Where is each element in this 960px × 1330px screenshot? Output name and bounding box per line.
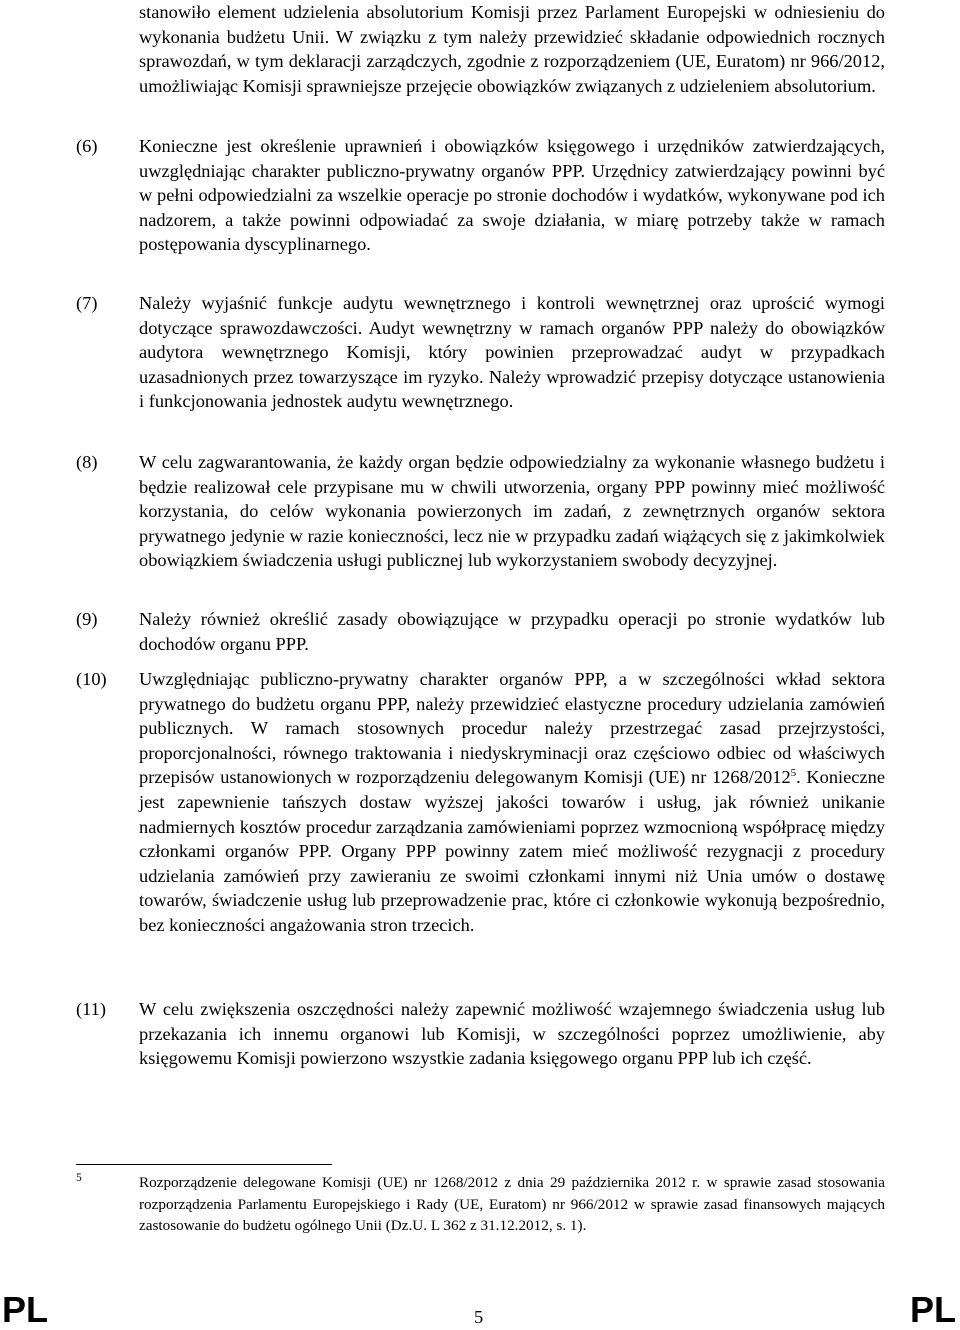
footer-language-left: PL: [2, 1289, 49, 1330]
footnote-separator: [76, 1164, 332, 1165]
recital-paragraph: [139, 134, 885, 257]
recital-paragraph: [139, 0, 885, 98]
recital-number: (8): [76, 452, 98, 472]
paragraph-text: W celu zwiększenia oszczędności należy zapewnić możliwość wzajemnego świadczenia usług lub przekazania ich innemu organowi lub Komisji, w szczególności poprzez umożliwienie, aby księgowemu Komisji powierzono wszystkie zadania księgowego organu PPP lub ich część.: [139, 999, 885, 1069]
paragraph-text: Należy również określić zasady obowiązujące w przypadku operacji po stronie wydatków lub dochodów organu PPP.: [139, 609, 885, 654]
paragraph-text: stanowiło element udzielenia absolutorium Komisji przez Parlament Europejski w odniesieniu do wykonania budżetu Unii. W związku z tym należy przewidzieć składanie odpowiednich rocznych sprawozdań, w tym deklaracji zarządczych, zgodnie z rozporządzeniem (UE, Euratom) nr 966/2012, umożliwiając Komisji sprawniejsze przejęcie obowiązków związanych z udzieleniem absolutorium.: [139, 2, 885, 96]
recital-paragraph: [139, 997, 885, 1071]
page-number: 5: [474, 1307, 484, 1327]
footnote-reference[interactable]: 5: [790, 767, 797, 780]
paragraph-text: Należy wyjaśnić funkcje audytu wewnętrznego i kontroli wewnętrznej oraz uprościć wymogi dotyczące sprawozdawczości. Audyt wewnętrzny w ramach organów PPP należy do obowiązków audytora wewnętrznego Komisji, który powinien przeprowadzać audyt w przypadkach uzasadnionych przez towarzyszące im ryzyko. Należy wprowadzić przepisy dotyczące ustanowienia i funkcjonowania jednostek audytu wewnętrznego.: [139, 293, 885, 412]
recital-number: (6): [76, 136, 98, 156]
recital-paragraph: [139, 450, 885, 573]
recital-paragraph: [139, 291, 885, 414]
footer-language-right: PL: [909, 1289, 956, 1330]
paragraph-text: W celu zagwarantowania, że każdy organ będzie odpowiedzialny za wykonanie własnego budżetu i będzie realizował cele przypisane mu w chwili utworzenia, organy PPP powinny mieć możliwość korzystania, do celów wykonania powierzonych im zadań, z zewnętrznych organów sektora prywatnego jedynie w razie konieczności, lecz nie w przypadku zadań wiążących się z jakimkolwiek obowiązkiem świadczenia usługi publicznej lub wykorzystaniem swobody decyzyjnej.: [139, 452, 885, 571]
paragraph-text: Uwzględniając publiczno-prywatny charakter organów PPP, a w szczególności wkład sektora prywatnego do budżetu organu PPP, należy przewidzieć elastyczne procedury udzielania zamówień publicznych. W ramach stosownych procedur należy przestrzegać zasad przejrzystości, proporcjonalności, równego traktowania i niedyskryminacji oraz częściowo odbiec od właściwych przepisów ustanowionych w rozporządzeniu delegowanym Komisji (UE) nr 1268/2012: [139, 669, 885, 788]
recital-number: (10): [76, 669, 107, 689]
recital-number: (11): [76, 999, 106, 1019]
recital-paragraph: [139, 607, 885, 656]
recital-paragraph: [139, 667, 885, 938]
footnote-mark: 5: [76, 1172, 82, 1184]
recital-number: (9): [76, 609, 98, 629]
footnote-text: Rozporządzenie delegowane Komisji (UE) nr 1268/2012 z dnia 29 października 2012 r. w sprawie zasad stosowania rozporządzenia Parlamentu Europejskiego i Rady (UE, Euratom) nr 966/2012 w sprawie zasad finansowych mających zastosowanie do budżetu ogólnego Unii (Dz.U. L 362 z 31.12.2012, s. 1).: [139, 1174, 885, 1235]
recital-number: (7): [76, 293, 98, 313]
paragraph-text: Konieczne jest określenie uprawnień i obowiązków księgowego i urzędników zatwierdzających, uwzględniając charakter publiczno-prywatny organów PPP. Urzędnicy zatwierdzający powinni być w pełni odpowiedzialni za wszelkie operacje po stronie dochodów i wydatków, wykonywane pod ich nadzorem, a także powinni odpowiadać za swoje działania, w miarę potrzeby także w ramach postępowania dyscyplinarnego.: [139, 136, 885, 255]
paragraph-text: . Konieczne jest zapewnienie tańszych dostaw wyższej jakości towarów i usług, jak również unikanie nadmiernych kosztów procedur zarządzania zamówieniami poprzez wzmocnioną współpracę między członkami organów PPP. Organy PPP powinny zatem mieć możliwość rezygnacji z procedury udzielania zamówień przy zawieraniu ze swoimi członkami innymi niż Unia umów o dostawę towarów, świadczenie usług lub przeprowadzenie prac, które ci członkowie wykonują bezpośrednio, bez konieczności angażowania stron trzecich.: [139, 767, 885, 935]
